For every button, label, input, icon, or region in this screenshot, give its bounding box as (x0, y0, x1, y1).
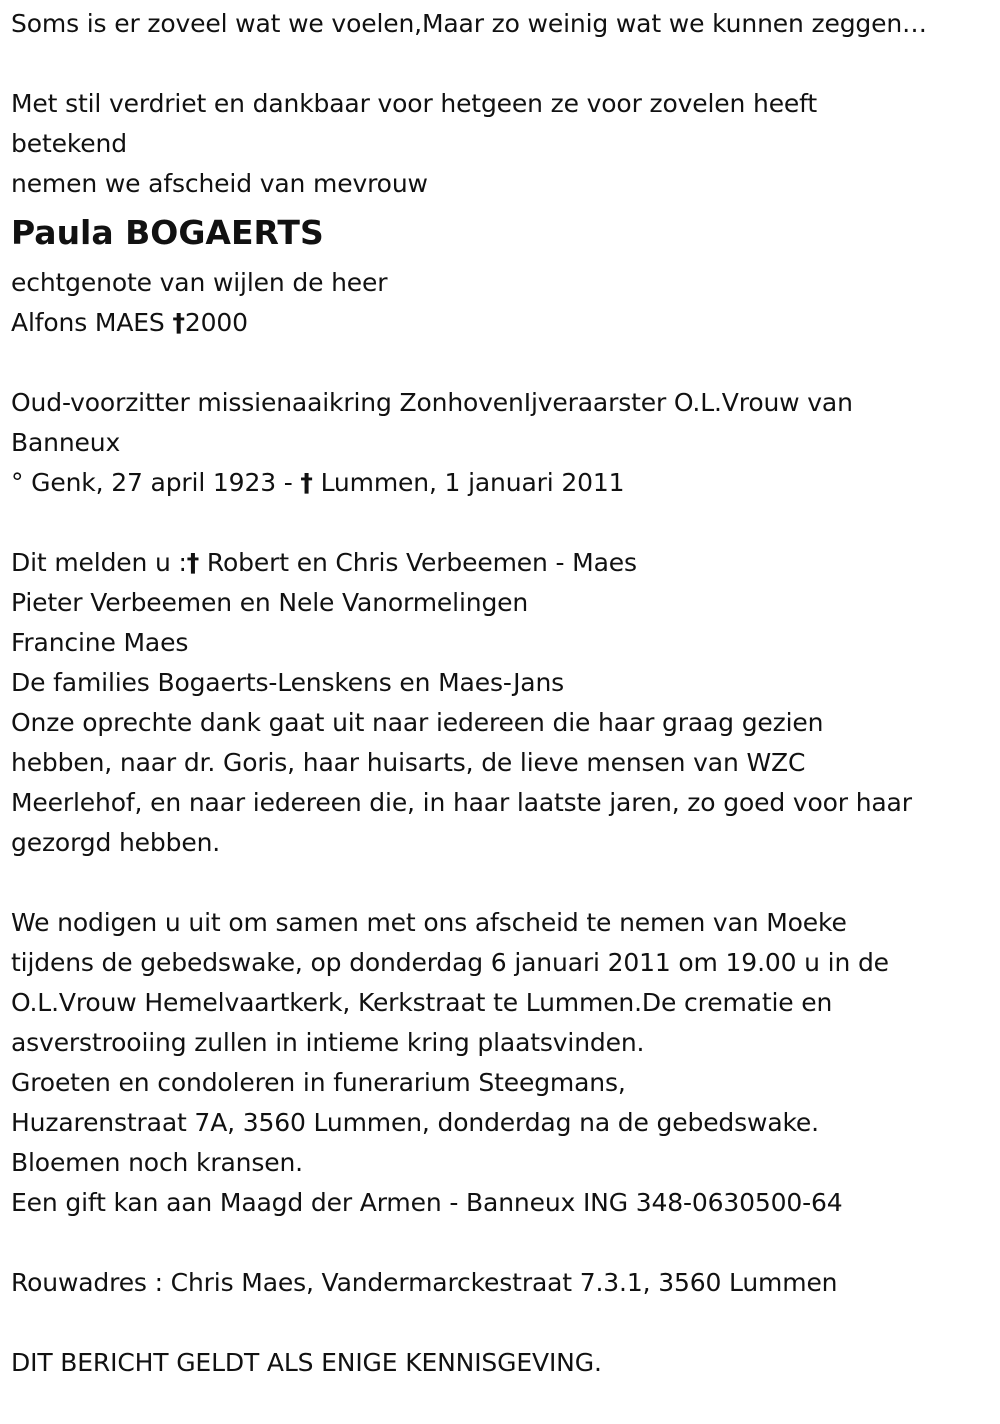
thanks-line: Meerlehof, en naar iedereen die, in haar laatste jaren, zo goed voor haar (11, 788, 912, 817)
spacer (11, 44, 990, 84)
ceremony-line: tijdens de gebedswake, op donderdag 6 januari 2011 om 19.00 u in de (11, 948, 889, 977)
intro-line-3: nemen we afscheid van mevrouw (11, 169, 428, 198)
death-info: Lummen, 1 januari 2011 (312, 468, 625, 497)
cross-icon: † (186, 548, 200, 577)
family-first-names: Robert en Chris Verbeemen - Maes (199, 548, 637, 577)
spacer (11, 1303, 990, 1343)
closing-notice: DIT BERICHT GELDT ALS ENIGE KENNISGEVING. (11, 1348, 602, 1377)
cross-icon: † (172, 308, 185, 337)
life-dates (11, 463, 990, 503)
spouse-line-2 (11, 303, 990, 343)
flowers-line: Bloemen noch kransen. (11, 1148, 303, 1177)
deceased-name: Paula BOGAERTS (11, 213, 324, 252)
ceremony-line: O.L.Vrouw Hemelvaartkerk, Kerkstraat te Lummen.De crematie en (11, 988, 833, 1017)
spouse-death-year: 2000 (184, 308, 248, 337)
spacer (11, 863, 990, 903)
ceremony-line: asverstrooiing zullen in intieme kring plaatsvinden. (11, 1028, 645, 1057)
intro-quote: Soms is er zoveel wat we voelen,Maar zo weinig wat we kunnen zeggen… (11, 9, 927, 38)
cross-icon: † (300, 468, 313, 497)
spacer (11, 1223, 990, 1263)
intro-line-2: betekend (11, 129, 127, 158)
spouse-name: Alfons MAES (11, 308, 173, 337)
intro-line-1: Met stil verdriet en dankbaar voor hetgeen ze voor zovelen heeft (11, 89, 818, 118)
role-line-1: Oud-voorzitter missienaaikring ZonhovenIjveraarster O.L.Vrouw van (11, 388, 853, 417)
condolence-line: Huzarenstraat 7A, 3560 Lummen, donderdag na de gebedswake. (11, 1108, 819, 1137)
thanks-line: gezorgd hebben. (11, 828, 221, 857)
spacer (11, 503, 990, 543)
role-line-2: Banneux (11, 428, 121, 457)
family-prefix: Dit melden u : (11, 548, 187, 577)
thanks-line: hebben, naar dr. Goris, haar huisarts, de lieve mensen van WZC (11, 748, 806, 777)
condolence-line: Groeten en condoleren in funerarium Steegmans, (11, 1068, 626, 1097)
birth-info: ° Genk, 27 april 1923 - (11, 468, 301, 497)
mourning-address: Rouwadres : Chris Maes, Vandermarckestraat 7.3.1, 3560 Lummen (11, 1268, 838, 1297)
spouse-line-1: echtgenote van wijlen de heer (11, 268, 388, 297)
family-line: Pieter Verbeemen en Nele Vanormelingen (11, 588, 529, 617)
family-line: Francine Maes (11, 628, 189, 657)
family-line-first (11, 543, 990, 583)
family-line: De families Bogaerts-Lenskens en Maes-Jans (11, 668, 565, 697)
donation-line: Een gift kan aan Maagd der Armen - Banneux ING 348-0630500-64 (11, 1188, 843, 1217)
spacer (11, 343, 990, 383)
thanks-line: Onze oprechte dank gaat uit naar iedereen die haar graag gezien (11, 708, 824, 737)
ceremony-line: We nodigen u uit om samen met ons afscheid te nemen van Moeke (11, 908, 847, 937)
